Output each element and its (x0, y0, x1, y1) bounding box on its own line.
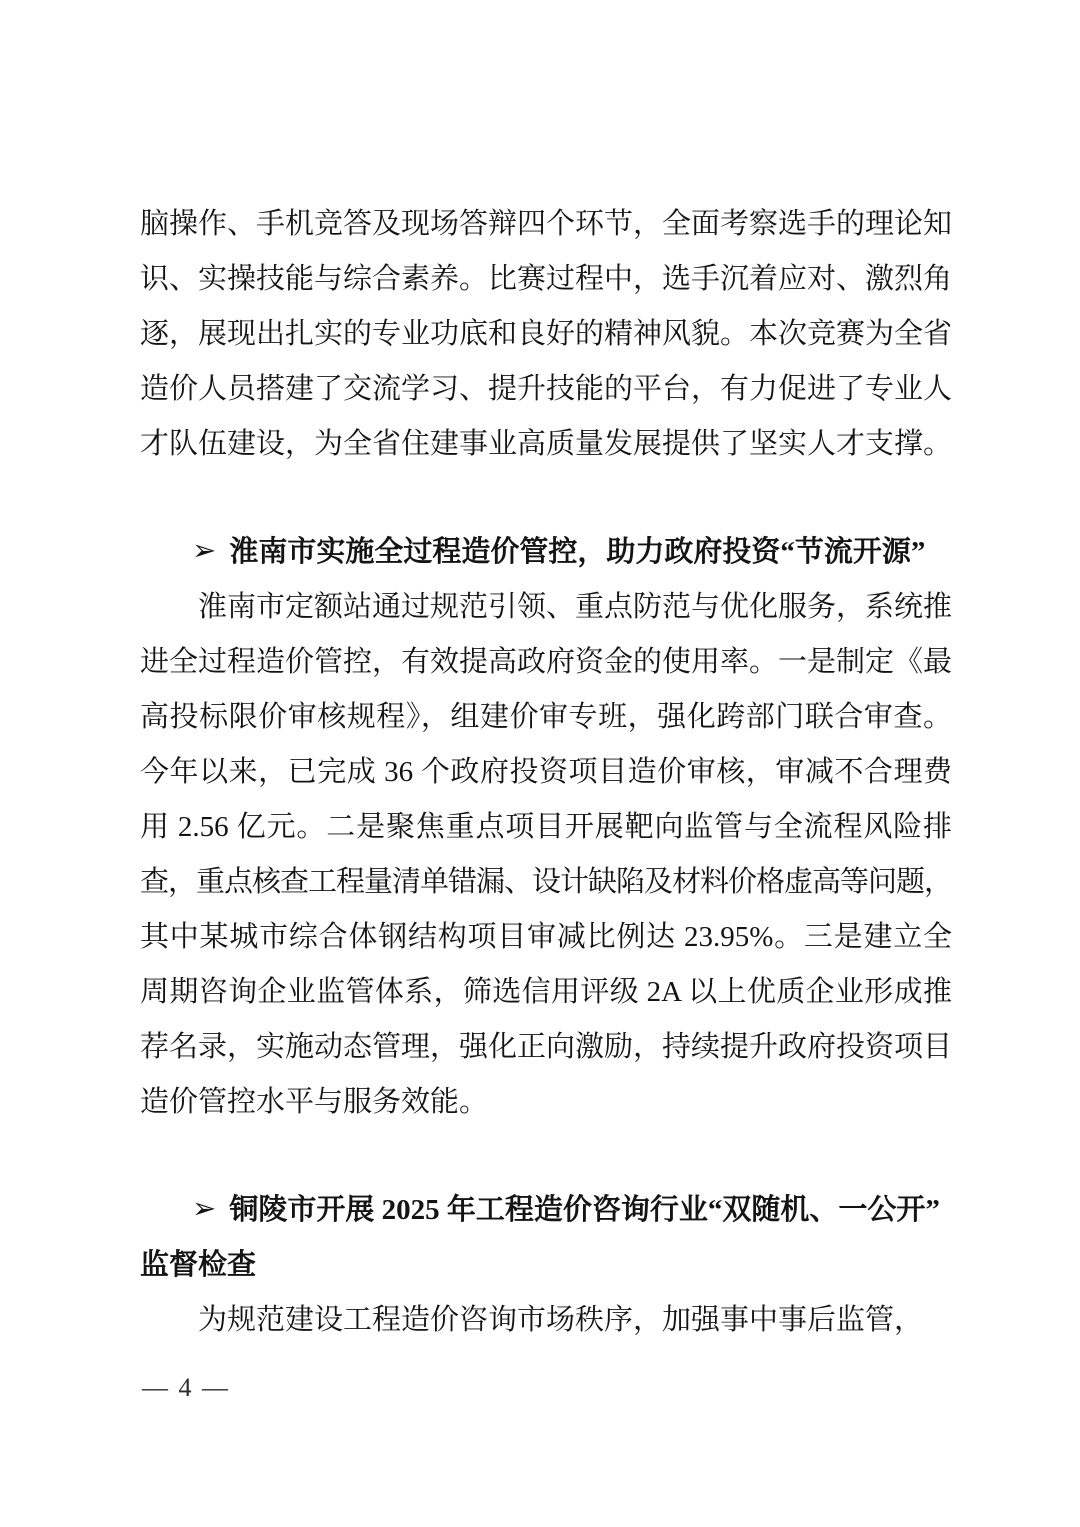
section-heading-text: 淮南市实施全过程造价管控，助力政府投资“节流开源” (229, 536, 926, 568)
section-heading-text: 铜陵市开展 2025 年工程造价咨询行业“双随机、一公开” (229, 1194, 940, 1226)
text-block (140, 197, 952, 1348)
paragraph-line: 逐，展现出扎实的专业功底和良好的精神风貌。本次竞赛为全省 (140, 318, 953, 350)
section-heading-huainan (140, 525, 952, 580)
paragraph-line: 造价管控水平与服务效能。 (140, 1086, 489, 1118)
paragraph-line: 为规范建设工程造价咨询市场秩序，加强事中事后监管， (198, 1304, 924, 1336)
page-number: — 4 — (142, 1373, 230, 1402)
paragraph-line: 才队伍建设，为全省住建事业高质量发展提供了坚实人才支撑。 (140, 428, 953, 460)
section-gap (140, 1130, 952, 1183)
paragraph-line: 识、实操技能与综合素养。比赛过程中，选手沉着应对、激烈角 (140, 263, 953, 295)
paragraph-line: 淮南市定额站通过规范引领、重点防范与优化服务，系统推 (198, 591, 953, 623)
paragraph-line: 用 2.56 亿元。二是聚焦重点项目开展靶向监管与全流程风险排 (140, 811, 952, 843)
paragraph-line: 高投标限价审核规程》，组建价审专班，强化跨部门联合审查。 (140, 701, 952, 733)
paragraph-line: 其中某城市综合体钢结构项目审减比例达 23.95%。三是建立全 (140, 921, 952, 953)
paragraph-line: 脑操作、手机竞答及现场答辩四个环节，全面考察选手的理论知 (140, 208, 953, 240)
paragraph-line: 今年以来，已完成 36 个政府投资项目造价审核，审减不合理费 (140, 756, 952, 788)
paragraph-line: 周期咨询企业监管体系，筛选信用评级 2A 以上优质企业形成推 (140, 976, 952, 1008)
section-gap (140, 472, 952, 525)
arrow-bullet-icon: ➢ (192, 535, 217, 567)
paragraph-line: 荐名录，实施动态管理，强化正向激励，持续提升政府投资项目 (140, 1031, 953, 1063)
section-heading-tongling-line2: 监督检查 (140, 1249, 257, 1281)
section-heading-tongling (140, 1183, 952, 1238)
arrow-bullet-icon: ➢ (192, 1193, 217, 1225)
paragraph-line: 查，重点核查工程量清单错漏、设计缺陷及材料价格虚高等问题， (140, 866, 953, 898)
paragraph-line: 进全过程造价管控，有效提高政府资金的使用率。一是制定《最 (140, 646, 953, 678)
paragraph-line: 造价人员搭建了交流学习、提升技能的平台，有力促进了专业人 (140, 373, 953, 405)
